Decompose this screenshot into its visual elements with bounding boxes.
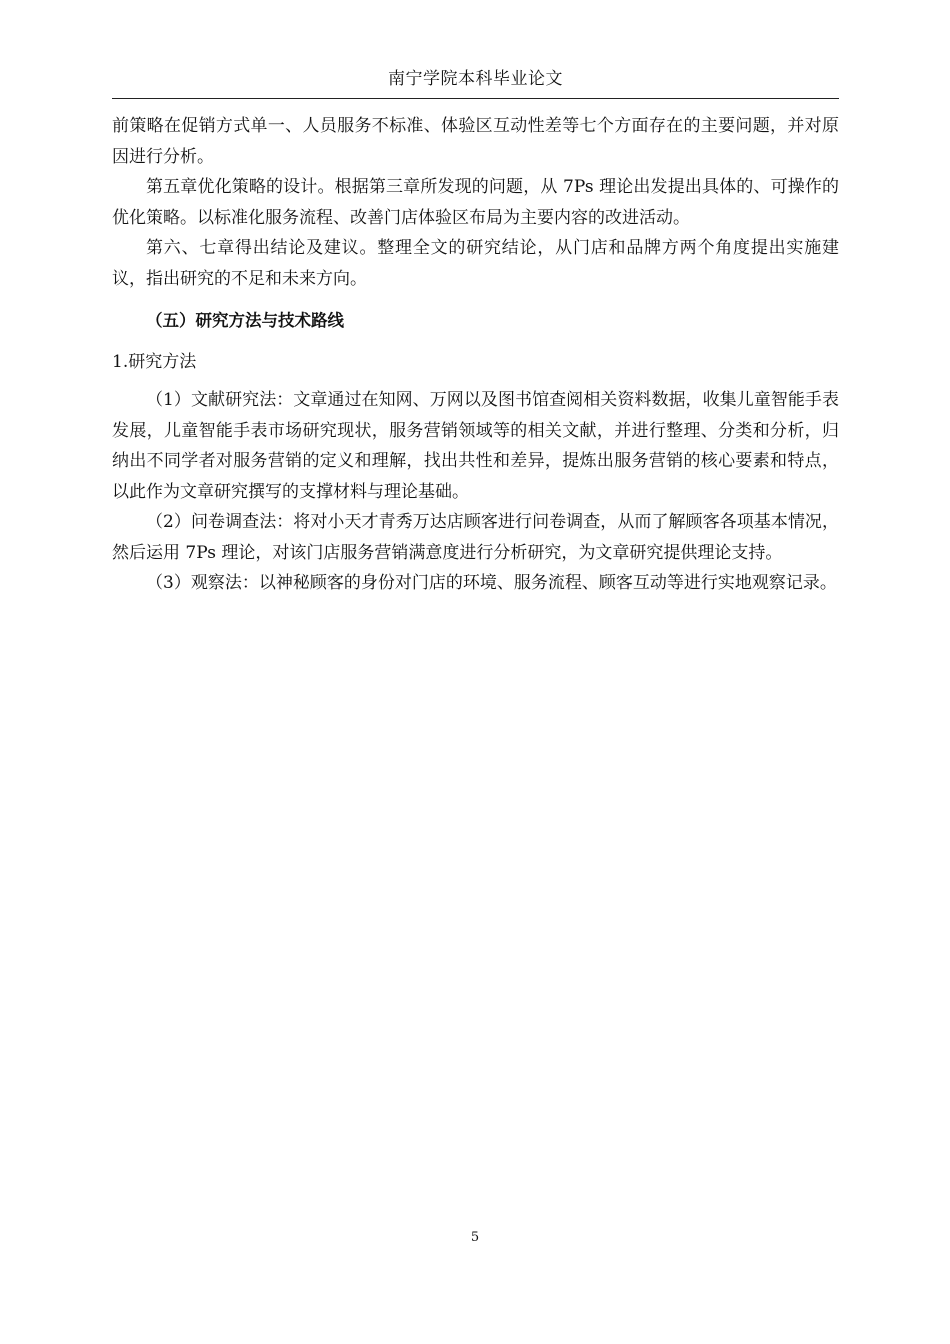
subheading-research-methods: 1.研究方法 — [112, 351, 197, 372]
paragraph-questionnaire-method: （2）问卷调查法：将对小天才青秀万达店顾客进行问卷调查，从而了解顾客各项基本情况，然后运用 7Ps 理论，对该门店服务营销满意度进行分析研究，为文章研究提供理论支持。 — [112, 512, 839, 563]
page-header — [112, 64, 839, 99]
section-heading: （五）研究方法与技术路线 — [146, 311, 344, 330]
paragraph-chapter-six-seven: 第六、七章得出结论及建议。整理全文的研究结论，从门店和品牌方两个角度提出实施建议，指出研究的不足和未来方向。 — [112, 238, 839, 289]
paragraph-literature-method: （1）文献研究法：文章通过在知网、万网以及图书馆查阅相关资料数据，收集儿童智能手表发展，儿童智能手表市场研究现状，服务营销领域等的相关文献，并进行整理、分类和分析，归纳出不同学者对服务营销的定义和理解，找出共性和差异，提炼出服务营销的核心要素和特点，以此作为文章研究撰写的支撑材料与理论基础。 — [112, 390, 839, 502]
paragraph-continuation: 前策略在促销方式单一、人员服务不标准、体验区互动性差等七个方面存在的主要问题，并对原因进行分析。 — [112, 116, 839, 167]
page-number: 5 — [470, 1230, 480, 1245]
paragraph-chapter-five: 第五章优化策略的设计。根据第三章所发现的问题，从 7Ps 理论出发提出具体的、可操作的优化策略。以标准化服务流程、改善门店体验区布局为主要内容的改进活动。 — [112, 177, 839, 228]
header-title: 南宁学院本科毕业论文 — [388, 69, 563, 89]
paragraph-observation-method: （3）观察法：以神秘顾客的身份对门店的环境、服务流程、顾客互动等进行实地观察记录。 — [146, 573, 837, 593]
document-body — [112, 111, 839, 599]
